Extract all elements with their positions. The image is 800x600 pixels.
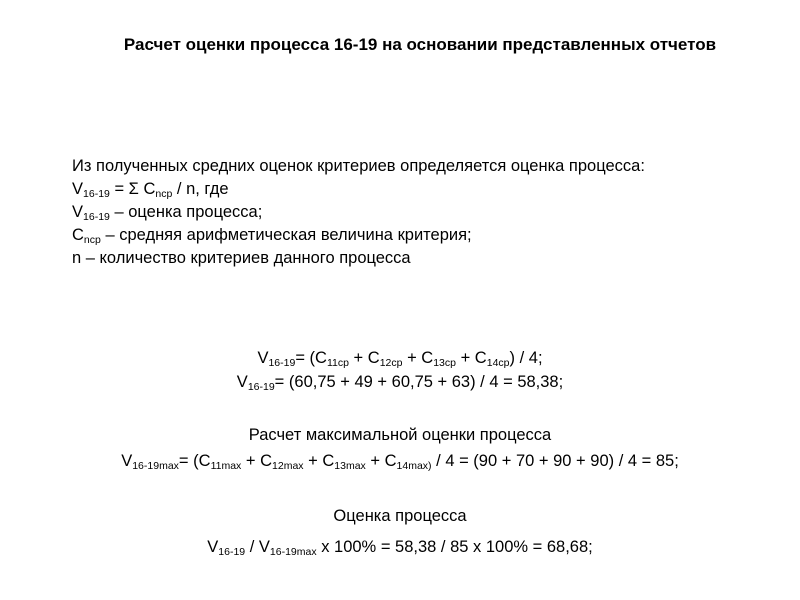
- score-heading: Оценка процесса: [333, 507, 467, 525]
- score-calc-line: $V_{16-19} / V_{16-19max}$ x 100% = 58,38 / 85 x 100% = 68,68;: [207, 538, 593, 558]
- calc-formula-line: $V_{16-19}= (C_{11ср} + C_{12ср} + C_{13ср} + C_{14ср}) / 4$;: [257, 349, 543, 369]
- page-title: Расчет оценки процесса 16-19 на основании представленных отчетов: [123, 35, 717, 54]
- definition-v: $V_{16-19}$ – оценка процесса;: [72, 203, 263, 223]
- definition-c: $C_{nср}$ – средняя арифметическая величина критерия;: [72, 226, 472, 246]
- definition-n: n – количество критериев данного процесса: [72, 249, 411, 267]
- calc-result-line: $V_{16-19}= (60,75 + 49 + 60,75 + 63) / 4 = 58,38$;: [236, 373, 564, 393]
- intro-block: [72, 155, 742, 270]
- max-calc-line: $V_{16-19max}= (C_{11max} + C_{12max} + C_{13max} + C_{14max)} / 4 = (90 + 70 + 90 + 90) / 4 = 85$;: [121, 452, 679, 472]
- intro-sentence: Из полученных средних оценок критериев определяется оценка процесса:: [72, 157, 645, 175]
- formula-line: $V_{16-19} = \Sigma$ $C_{nср}$ / n, где: [72, 180, 229, 200]
- max-heading: Расчет максимальной оценки процесса: [248, 426, 552, 444]
